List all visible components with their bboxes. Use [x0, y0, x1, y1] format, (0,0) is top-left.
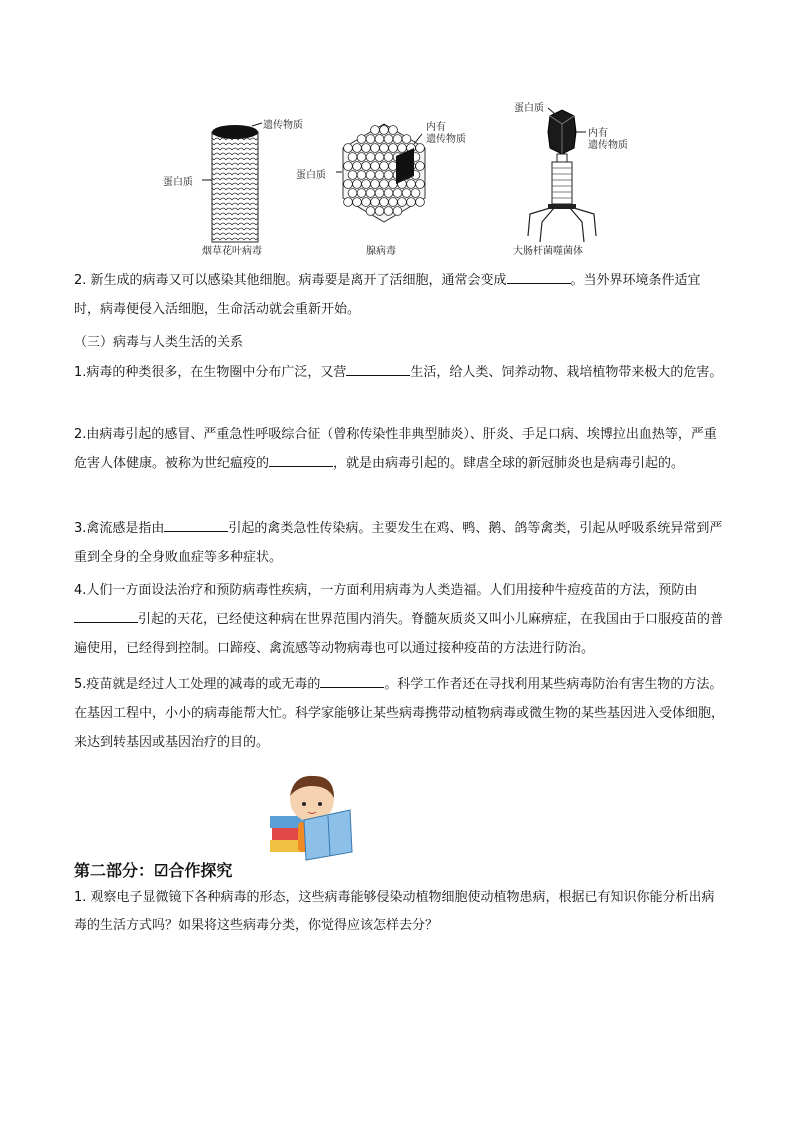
section-3-title: （三）病毒与人类生活的关系: [74, 335, 244, 350]
phage-protein-label: 蛋白质: [514, 103, 544, 114]
phage-inner-label: 内有: [588, 128, 608, 139]
tmv-protein-label: 蛋白质: [163, 177, 193, 188]
item-4: [74, 576, 724, 663]
para2-text-b: 。当外界环境条件适宜时，病毒便侵入活细胞，生命活动就会重新开始。: [74, 273, 701, 317]
item4-text-b: 引起的天花，已经使这种病在世界范围内消失。脊髓灰质炎又叫小儿麻痹症，在我国由于口服疫苗的普遍使用，已经得到控制。口蹄疫、禽流感等动物病毒也可以通过接种疫苗的方法进行防治。: [74, 612, 724, 656]
fill-blank[interactable]: [74, 608, 138, 623]
item1-text-b: 生活，给人类、饲养动物、栽培植物带来极大的危害。: [410, 365, 723, 380]
fill-blank[interactable]: [346, 361, 410, 376]
section-3-heading: [74, 328, 724, 357]
part-2-title: 第二部分：☑合作探究: [74, 861, 233, 880]
item-1: [74, 358, 724, 387]
reading-boy-illustration: [268, 770, 358, 866]
tmv-genetic-label: 遗传物质: [263, 120, 303, 131]
phage-figure: [500, 96, 650, 264]
item5-text-b: 。科学工作者还在寻找利用某些病毒防治有害生物的方法。在基因工程中，小小的病毒能帮大忙。科学家能够让某些病毒携带动植物病毒或微生物的某些基因进入受体细胞，来达到转基因或基因治疗的目的。: [74, 677, 725, 750]
adenovirus-figure: [292, 96, 482, 264]
item-2: [74, 420, 724, 478]
fill-blank[interactable]: [507, 269, 571, 284]
item-5: [74, 670, 724, 757]
item3-text-b: 引起的禽类急性传染病。主要发生在鸡、鸭、鹅、鸽等禽类，引起从呼吸系统异常到严重到全身的全身败血症等多种症状。: [74, 521, 723, 565]
tmv-caption: 烟草花叶病毒: [202, 246, 262, 257]
adeno-genetic-label: 遗传物质: [426, 134, 466, 145]
adeno-caption: 腺病毒: [366, 246, 396, 257]
item5-text-a: 5.疫苗就是经过人工处理的减毒的或无毒的: [74, 677, 321, 692]
boy-reading-icon: [268, 770, 358, 862]
part2-q1-text: 1. 观察电子显微镜下各种病毒的形态，这些病毒能够侵染动植物细胞使动植物患病，根据已有知识你能分析出病毒的生活方式吗？如果将这些病毒分类，你觉得应该怎样去分？: [74, 890, 715, 933]
phage-genetic-label: 遗传物质: [588, 140, 628, 151]
adeno-protein-label: 蛋白质: [296, 170, 326, 181]
part-2-question-1: [74, 884, 724, 940]
paragraph-2: [74, 266, 724, 324]
item-3: [74, 514, 724, 572]
item4-text-a: 4.人们一方面设法治疗和预防病毒性疾病，一方面利用病毒为人类造福。人们用接种牛痘疫苗的方法，预防由: [74, 583, 698, 598]
fill-blank[interactable]: [164, 517, 228, 532]
virus-figures: [160, 96, 640, 264]
para2-text-a: 2. 新生成的病毒又可以感染其他细胞。病毒要是离开了活细胞，通常会变成: [74, 273, 507, 288]
fill-blank[interactable]: [320, 673, 384, 688]
item2-text-b: ，就是由病毒引起的。肆虐全球的新冠肺炎也是病毒引起的。: [333, 456, 685, 471]
phage-drawing: [500, 96, 650, 246]
item2-text-a: 2.由病毒引起的感冒、严重急性呼吸综合征（曾称传染性非典型肺炎）、肝炎、手足口病、埃博拉出血热等，严重危害人体健康。被称为世纪瘟疫的: [74, 427, 717, 471]
item3-text-a: 3.禽流感是指由: [74, 521, 165, 536]
item1-text-a: 1.病毒的种类很多，在生物圈中分布广泛，又营: [74, 365, 347, 380]
adeno-inner-label: 内有: [426, 122, 446, 133]
phage-caption: 大肠杆菌噬菌体: [513, 246, 583, 257]
tmv-figure: [160, 96, 310, 264]
fill-blank[interactable]: [269, 452, 333, 467]
